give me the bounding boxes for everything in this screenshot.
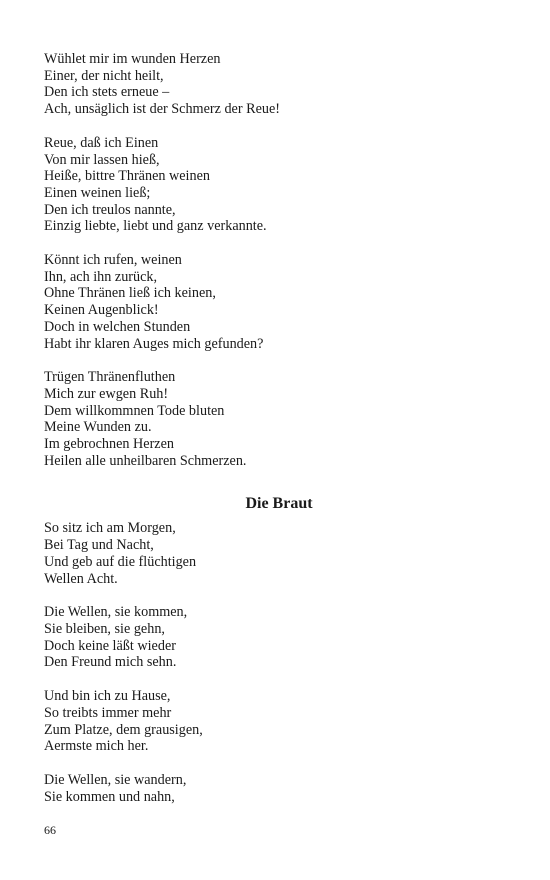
stanza xyxy=(44,688,514,755)
verse-line: Heilen alle unheilbaren Schmerzen. xyxy=(44,452,247,469)
verse-line: Sie bleiben, sie gehn, xyxy=(44,620,165,637)
verse-line: Dem willkommnen Tode bluten xyxy=(44,402,225,419)
page-content xyxy=(44,51,514,822)
verse-line: Einer, der nicht heilt, xyxy=(44,67,164,84)
stanza xyxy=(44,135,514,235)
verse-line: Mich zur ewgen Ruh! xyxy=(44,385,169,402)
verse-line: Wellen Acht. xyxy=(44,570,118,587)
stanza xyxy=(44,369,514,469)
verse-line: Von mir lassen hieß, xyxy=(44,151,160,168)
verse-line: Ach, unsäglich ist der Schmerz der Reue! xyxy=(44,101,280,118)
verse-line: Zum Platze, dem grausigen, xyxy=(44,721,203,738)
verse-line: So treibts immer mehr xyxy=(44,704,172,721)
stanza xyxy=(44,772,514,805)
verse-line: Heiße, bittre Thränen weinen xyxy=(44,168,210,185)
verse-line: Die Wellen, sie kommen, xyxy=(44,604,188,621)
verse-line: Trügen Thränenfluthen xyxy=(44,369,176,386)
stanza xyxy=(44,252,514,352)
verse-line: Und bin ich zu Hause, xyxy=(44,688,171,705)
stanza xyxy=(44,520,514,587)
stanza xyxy=(44,604,514,671)
verse-line: Wühlet mir im wunden Herzen xyxy=(44,51,221,67)
verse-line: Einen weinen ließ; xyxy=(44,184,151,201)
poem-title-die-braut: Die Braut xyxy=(245,495,313,513)
verse-line: So sitz ich am Morgen, xyxy=(44,520,176,537)
verse-line: Bei Tag und Nacht, xyxy=(44,537,154,554)
poem-untitled xyxy=(44,51,514,469)
verse-line: Die Wellen, sie wandern, xyxy=(44,771,187,788)
verse-line: Habt ihr klaren Auges mich gefunden? xyxy=(44,335,264,352)
verse-line: Könnt ich rufen, weinen xyxy=(44,252,182,269)
verse-line: Keinen Augenblick! xyxy=(44,302,159,319)
verse-line: Reue, daß ich Einen xyxy=(44,134,159,151)
page-number: 66 xyxy=(44,823,56,837)
verse-line: Ihn, ach ihn zurück, xyxy=(44,268,158,285)
verse-line: Aermste mich her. xyxy=(44,738,149,755)
verse-line: Meine Wunden zu. xyxy=(44,419,152,436)
verse-line: Den Freund mich sehn. xyxy=(44,654,177,671)
verse-line: Sie kommen und nahn, xyxy=(44,788,175,805)
verse-line: Doch in welchen Stunden xyxy=(44,318,191,335)
verse-line: Ohne Thränen ließ ich keinen, xyxy=(44,285,216,302)
verse-line: Einzig liebte, liebt und ganz verkannte. xyxy=(44,218,267,235)
verse-line: Den ich stets erneue – xyxy=(44,84,170,101)
verse-line: Im gebrochnen Herzen xyxy=(44,436,174,453)
verse-line: Und geb auf die flüchtigen xyxy=(44,553,197,570)
verse-line: Den ich treulos nannte, xyxy=(44,201,176,218)
poem-die-braut xyxy=(44,520,514,805)
stanza xyxy=(44,51,514,118)
verse-line: Doch keine läßt wieder xyxy=(44,637,176,654)
